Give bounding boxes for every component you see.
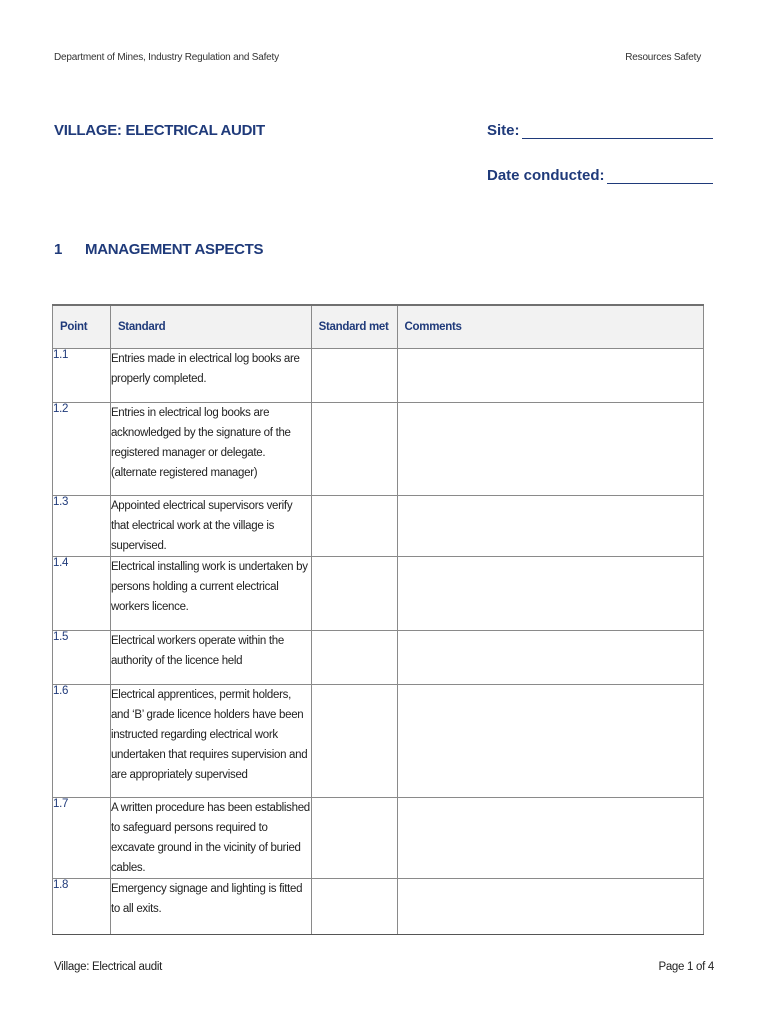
document-title: VILLAGE: ELECTRICAL AUDIT	[54, 122, 265, 139]
header-department: Department of Mines, Industry Regulation and Safety	[54, 52, 279, 63]
standard-cell: Electrical apprentices, permit holders, and ‘B’ grade licence holders have been instructed regarding electrical work undertaken that requires supervision and are appropriately supervised	[110, 685, 311, 798]
standard-met-cell[interactable]	[311, 349, 397, 403]
point-cell: 1.5	[53, 631, 111, 685]
standard-met-cell[interactable]	[311, 403, 397, 496]
table-row	[53, 798, 704, 879]
standard-cell: Electrical workers operate within the authority of the licence held	[110, 631, 311, 685]
table-row	[53, 349, 704, 403]
point-cell: 1.2	[53, 403, 111, 496]
standard-met-cell[interactable]	[311, 685, 397, 798]
date-conducted-label: Date conducted:	[487, 167, 605, 184]
table-row	[53, 685, 704, 798]
col-header-standard: Standard	[110, 305, 311, 349]
date-conducted-field[interactable]	[487, 167, 713, 184]
standard-cell: Electrical installing work is undertaken by persons holding a current electrical workers licence.	[110, 557, 311, 631]
footer-page-number: Page 1 of 4	[658, 961, 714, 973]
footer-document-name: Village: Electrical audit	[54, 961, 162, 973]
standard-met-cell[interactable]	[311, 879, 397, 935]
table-row	[53, 496, 704, 557]
standard-cell: A written procedure has been established to safeguard persons required to excavate ground in the vicinity of buried cables.	[110, 798, 311, 879]
standard-met-cell[interactable]	[311, 557, 397, 631]
standard-met-cell[interactable]	[311, 798, 397, 879]
standard-met-cell[interactable]	[311, 631, 397, 685]
comments-cell[interactable]	[397, 631, 703, 685]
audit-table	[52, 304, 704, 935]
table-row	[53, 879, 704, 935]
standard-cell: Emergency signage and lighting is fitted to all exits.	[110, 879, 311, 935]
point-cell: 1.6	[53, 685, 111, 798]
site-blank-line[interactable]	[522, 123, 713, 139]
standard-met-cell[interactable]	[311, 496, 397, 557]
point-cell: 1.3	[53, 496, 111, 557]
comments-cell[interactable]	[397, 496, 703, 557]
point-cell: 1.7	[53, 798, 111, 879]
site-label: Site:	[487, 122, 520, 139]
col-header-comments: Comments	[397, 305, 703, 349]
table-header-row	[53, 305, 704, 349]
comments-cell[interactable]	[397, 879, 703, 935]
comments-cell[interactable]	[397, 557, 703, 631]
standard-cell: Entries made in electrical log books are properly completed.	[110, 349, 311, 403]
site-field[interactable]	[487, 122, 713, 139]
section-number: 1	[54, 241, 63, 258]
date-blank-line[interactable]	[607, 168, 713, 184]
col-header-point: Point	[53, 305, 111, 349]
comments-cell[interactable]	[397, 349, 703, 403]
header-resources-safety: Resources Safety	[625, 52, 701, 63]
table-row	[53, 557, 704, 631]
comments-cell[interactable]	[397, 403, 703, 496]
point-cell: 1.4	[53, 557, 111, 631]
section-title: MANAGEMENT ASPECTS	[85, 241, 264, 258]
comments-cell[interactable]	[397, 685, 703, 798]
point-cell: 1.1	[53, 349, 111, 403]
point-cell: 1.8	[53, 879, 111, 935]
standard-cell: Entries in electrical log books are acknowledged by the signature of the registered manager or delegate. (alternate registered manager)	[110, 403, 311, 496]
standard-cell: Appointed electrical supervisors verify that electrical work at the village is supervised.	[110, 496, 311, 557]
table-row	[53, 631, 704, 685]
comments-cell[interactable]	[397, 798, 703, 879]
table-row	[53, 403, 704, 496]
section-heading	[54, 241, 263, 258]
col-header-standard-met: Standard met	[311, 305, 397, 349]
